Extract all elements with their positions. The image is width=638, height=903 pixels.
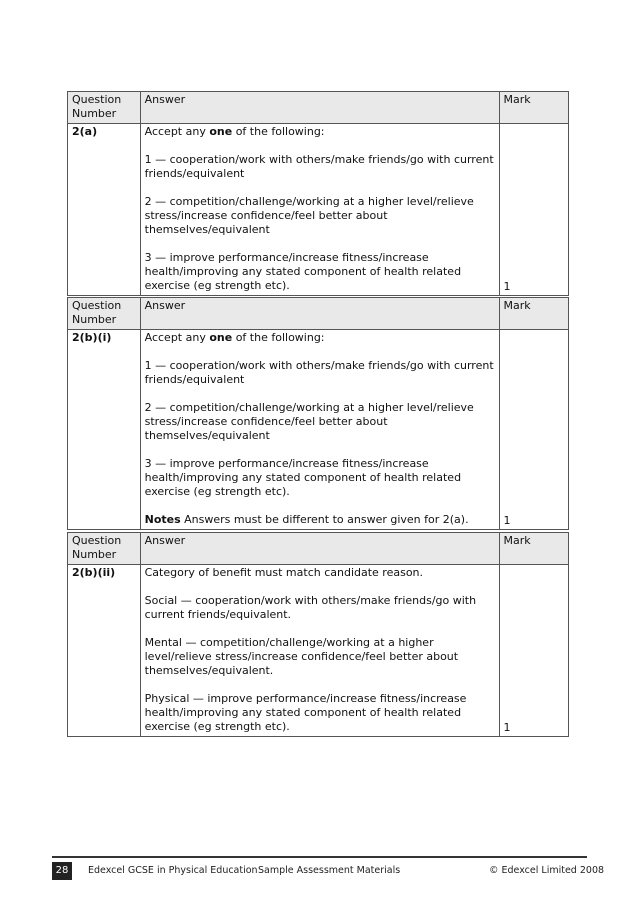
- question-number: 2(b)(ii): [68, 565, 141, 737]
- answer-item: Physical — improve performance/increase fitness/increase health/improving any stated component of health related exercise (eg strength etc).: [144, 692, 467, 733]
- answer-item: 1 — cooperation/work with others/make friends/go with current friends/equivalent: [144, 359, 494, 386]
- footer-copyright: © Edexcel Limited 2008: [489, 865, 605, 876]
- page-number: 28: [52, 862, 72, 880]
- mark-scheme-table-2bi: [67, 297, 569, 530]
- question-number-header: Question Number: [68, 92, 141, 124]
- answer-item: 3 — improve performance/increase fitness/increase health/improving any stated component of health related exercise (eg strength etc).: [144, 457, 462, 498]
- answer-header: Answer: [140, 533, 499, 565]
- question-number: 2(a): [68, 124, 141, 296]
- question-number: 2(b)(i): [68, 330, 141, 530]
- mark-header: Mark: [499, 298, 568, 330]
- answer-cell: [140, 330, 499, 530]
- mark-cell: [499, 565, 568, 737]
- mark-value: 1: [503, 280, 511, 293]
- table-header-row: [68, 533, 569, 565]
- mark-header: Mark: [499, 92, 568, 124]
- answer-header: Answer: [140, 298, 499, 330]
- mark-value: 1: [503, 514, 511, 527]
- mark-scheme-table-2bii: [67, 532, 569, 737]
- answer-item: 2 — competition/challenge/working at a higher level/relieve stress/increase confidence/feel better about themselves/equivalent: [144, 401, 474, 442]
- table-row: [68, 330, 569, 530]
- footer-rule: [52, 856, 587, 858]
- table-row: [68, 565, 569, 737]
- mark-cell: [499, 330, 568, 530]
- answer-header: Answer: [140, 92, 499, 124]
- answer-item: 1 — cooperation/work with others/make friends/go with current friends/equivalent: [144, 153, 494, 180]
- answer-item: 3 — improve performance/increase fitness/increase health/improving any stated component of health related exercise (eg strength etc).: [144, 251, 462, 292]
- answer-intro: Accept any one of the following:: [144, 331, 325, 344]
- table-row: [68, 124, 569, 296]
- table-header-row: [68, 92, 569, 124]
- answer-notes: Notes Answers must be different to answer given for 2(a).: [144, 513, 469, 526]
- mark-cell: [499, 124, 568, 296]
- mark-header: Mark: [499, 533, 568, 565]
- answer-item: Mental — competition/challenge/working at a higher level/relieve stress/increase confidence/feel better about themselves/equivalent.: [144, 636, 459, 677]
- answer-item: 2 — competition/challenge/working at a higher level/relieve stress/increase confidence/feel better about themselves/equivalent: [144, 195, 474, 236]
- answer-intro: Accept any one of the following:: [144, 125, 325, 138]
- answer-item: Social — cooperation/work with others/make friends/go with current friends/equivalent.: [144, 594, 477, 621]
- table-header-row: [68, 298, 569, 330]
- footer-title: Edexcel GCSE in Physical Education: [88, 865, 258, 876]
- mark-value: 1: [503, 721, 511, 734]
- answer-cell: [140, 124, 499, 296]
- question-number-header: Question Number: [68, 298, 141, 330]
- answer-cell: [140, 565, 499, 737]
- mark-scheme-table-2a: [67, 91, 569, 296]
- footer-section: Sample Assessment Materials: [258, 865, 401, 876]
- question-number-header: Question Number: [68, 533, 141, 565]
- answer-intro: Category of benefit must match candidate reason.: [144, 566, 424, 579]
